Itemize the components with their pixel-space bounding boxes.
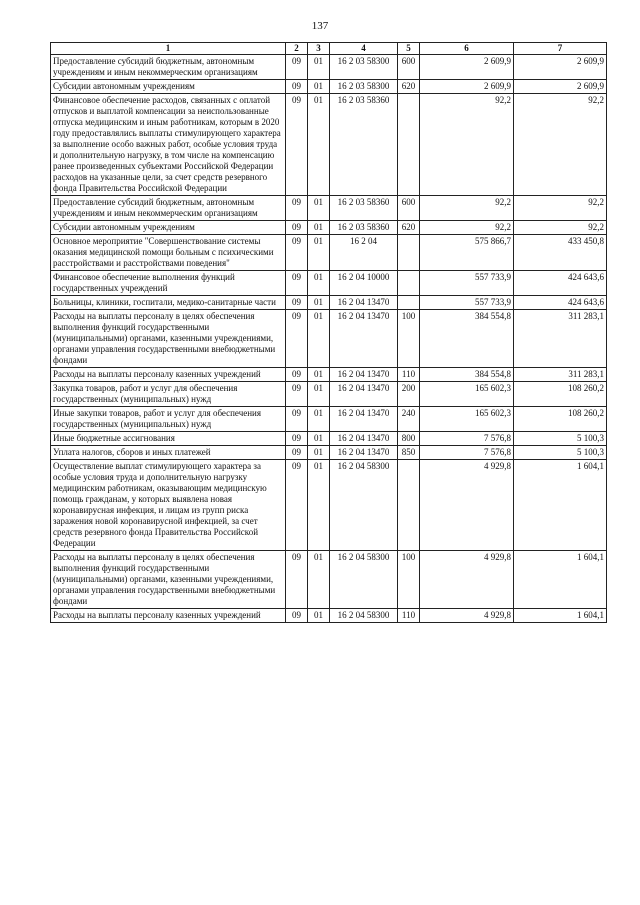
row-code-cell: 800 — [398, 432, 420, 446]
row-code-cell: 09 — [286, 382, 308, 407]
row-code-cell: 620 — [398, 221, 420, 235]
row-amount-cell: 424 643,6 — [514, 271, 607, 296]
row-amount-cell: 92,2 — [420, 221, 514, 235]
row-code-cell: 01 — [308, 368, 330, 382]
row-code-cell: 110 — [398, 609, 420, 623]
row-code-cell: 16 2 04 58300 — [330, 551, 398, 609]
row-code-cell — [398, 296, 420, 310]
row-code-cell: 09 — [286, 310, 308, 368]
row-amount-cell: 557 733,9 — [420, 271, 514, 296]
row-amount-cell: 1 604,1 — [514, 551, 607, 609]
row-amount-cell: 92,2 — [514, 196, 607, 221]
row-amount-cell: 7 576,8 — [420, 446, 514, 460]
table-row — [51, 271, 607, 296]
row-code-cell: 16 2 04 58300 — [330, 460, 398, 551]
row-code-cell: 16 2 04 13470 — [330, 432, 398, 446]
row-amount-cell: 108 260,2 — [514, 382, 607, 407]
row-amount-cell: 557 733,9 — [420, 296, 514, 310]
row-code-cell: 01 — [308, 460, 330, 551]
row-code-cell: 100 — [398, 310, 420, 368]
row-amount-cell: 4 929,8 — [420, 551, 514, 609]
row-name-cell: Расходы на выплаты персоналу казенных учреждений — [51, 609, 286, 623]
row-name-cell: Закупка товаров, работ и услуг для обеспечения государственных (муниципальных) нужд — [51, 382, 286, 407]
row-name-cell: Предоставление субсидий бюджетным, автономным учреждениям и иным некоммерческим организациям — [51, 55, 286, 80]
row-code-cell: 16 2 04 13470 — [330, 382, 398, 407]
row-name-cell: Финансовое обеспечение выполнения функций государственных учреждений — [51, 271, 286, 296]
row-code-cell: 01 — [308, 446, 330, 460]
row-code-cell: 01 — [308, 271, 330, 296]
row-code-cell: 09 — [286, 94, 308, 196]
row-code-cell: 16 2 04 58300 — [330, 609, 398, 623]
row-code-cell: 16 2 03 58300 — [330, 55, 398, 80]
row-code-cell: 16 2 04 13470 — [330, 310, 398, 368]
row-code-cell: 09 — [286, 196, 308, 221]
row-code-cell: 850 — [398, 446, 420, 460]
row-amount-cell: 2 609,9 — [514, 55, 607, 80]
row-amount-cell: 165 602,3 — [420, 407, 514, 432]
row-code-cell: 16 2 04 — [330, 235, 398, 271]
row-amount-cell: 424 643,6 — [514, 296, 607, 310]
row-name-cell: Иные бюджетные ассигнования — [51, 432, 286, 446]
row-amount-cell: 433 450,8 — [514, 235, 607, 271]
row-code-cell: 09 — [286, 446, 308, 460]
row-amount-cell: 4 929,8 — [420, 609, 514, 623]
row-code-cell: 01 — [308, 609, 330, 623]
table-row — [51, 432, 607, 446]
row-amount-cell: 92,2 — [514, 221, 607, 235]
row-name-cell: Финансовое обеспечение расходов, связанных с оплатой отпусков и выплатой компенсации за неиспользованные отпуска медицинским и иным работникам, которым в 2020 году предоставлялись выплаты стимулирующего характера за выполнение особо важных работ, особые условия труда и дополнительную нагрузку, в том числе на компенсацию ранее произведенных субъектами Российской Федерации расходов на указанные цели, за счет средств резервного фонда Правительства Российской Федерации — [51, 94, 286, 196]
row-code-cell: 01 — [308, 94, 330, 196]
column-header: 2 — [286, 43, 308, 55]
row-code-cell: 09 — [286, 55, 308, 80]
row-name-cell: Субсидии автономным учреждениям — [51, 221, 286, 235]
row-name-cell: Расходы на выплаты персоналу казенных учреждений — [51, 368, 286, 382]
table-row — [51, 221, 607, 235]
row-name-cell: Расходы на выплаты персоналу в целях обеспечения выполнения функций государственными (муниципальными) органами, казенными учреждениями, органами управления государственными внебюджетными фондами — [51, 310, 286, 368]
row-code-cell: 16 2 04 10000 — [330, 271, 398, 296]
table-row — [51, 80, 607, 94]
row-code-cell: 01 — [308, 432, 330, 446]
table-row — [51, 446, 607, 460]
column-header: 5 — [398, 43, 420, 55]
table-row — [51, 94, 607, 196]
row-amount-cell: 4 929,8 — [420, 460, 514, 551]
row-code-cell: 16 2 03 58360 — [330, 221, 398, 235]
row-code-cell: 01 — [308, 296, 330, 310]
table-row — [51, 310, 607, 368]
row-code-cell: 09 — [286, 609, 308, 623]
row-amount-cell: 1 604,1 — [514, 609, 607, 623]
row-code-cell — [398, 460, 420, 551]
column-header: 7 — [514, 43, 607, 55]
row-code-cell: 16 2 03 58360 — [330, 94, 398, 196]
row-code-cell: 01 — [308, 196, 330, 221]
row-code-cell: 620 — [398, 80, 420, 94]
row-name-cell: Предоставление субсидий бюджетным, автономным учреждениям и иным некоммерческим организациям — [51, 196, 286, 221]
row-code-cell: 16 2 04 13470 — [330, 446, 398, 460]
row-code-cell: 01 — [308, 221, 330, 235]
table-row — [51, 235, 607, 271]
row-amount-cell: 5 100,3 — [514, 446, 607, 460]
table-row — [51, 196, 607, 221]
row-code-cell: 09 — [286, 296, 308, 310]
row-name-cell: Больницы, клиники, госпитали, медико-санитарные части — [51, 296, 286, 310]
row-name-cell: Осуществление выплат стимулирующего характера за особые условия труда и дополнительную нагрузку медицинским работникам, оказывающим медицинскую помощь гражданам, у которых выявлена новая коронавирусная инфекция, и лицам из групп риска заражения новой коронавирусной инфекцией, за счет средств резервного фонда Правительства Российской Федерации — [51, 460, 286, 551]
table-row — [51, 296, 607, 310]
row-code-cell: 01 — [308, 551, 330, 609]
table-row — [51, 368, 607, 382]
row-name-cell: Расходы на выплаты персоналу в целях обеспечения выполнения функций государственными (муниципальными) органами, казенными учреждениями, органами управления государственными внебюджетными фондами — [51, 551, 286, 609]
row-name-cell: Уплата налогов, сборов и иных платежей — [51, 446, 286, 460]
row-code-cell: 09 — [286, 235, 308, 271]
table-row — [51, 460, 607, 551]
row-code-cell — [398, 235, 420, 271]
row-amount-cell: 311 283,1 — [514, 310, 607, 368]
row-code-cell: 09 — [286, 460, 308, 551]
row-amount-cell: 2 609,9 — [514, 80, 607, 94]
row-amount-cell: 2 609,9 — [420, 55, 514, 80]
row-code-cell: 100 — [398, 551, 420, 609]
row-amount-cell: 1 604,1 — [514, 460, 607, 551]
row-code-cell: 200 — [398, 382, 420, 407]
row-code-cell: 16 2 04 13470 — [330, 407, 398, 432]
row-code-cell: 110 — [398, 368, 420, 382]
row-amount-cell: 575 866,7 — [420, 235, 514, 271]
page-number: 137 — [311, 20, 329, 32]
table-row — [51, 55, 607, 80]
row-code-cell: 16 2 03 58360 — [330, 196, 398, 221]
row-amount-cell: 5 100,3 — [514, 432, 607, 446]
row-name-cell: Субсидии автономным учреждениям — [51, 80, 286, 94]
row-amount-cell: 92,2 — [514, 94, 607, 196]
row-code-cell — [398, 94, 420, 196]
row-code-cell: 01 — [308, 55, 330, 80]
row-code-cell: 600 — [398, 196, 420, 221]
row-code-cell: 600 — [398, 55, 420, 80]
row-code-cell — [398, 271, 420, 296]
row-code-cell: 09 — [286, 407, 308, 432]
row-code-cell: 16 2 04 13470 — [330, 296, 398, 310]
row-code-cell: 01 — [308, 382, 330, 407]
row-code-cell: 09 — [286, 368, 308, 382]
table-row — [51, 382, 607, 407]
row-name-cell: Иные закупки товаров, работ и услуг для обеспечения государственных (муниципальных) нужд — [51, 407, 286, 432]
row-amount-cell: 108 260,2 — [514, 407, 607, 432]
column-header: 1 — [51, 43, 286, 55]
row-amount-cell: 384 554,8 — [420, 310, 514, 368]
row-code-cell: 01 — [308, 407, 330, 432]
row-code-cell: 09 — [286, 80, 308, 94]
row-code-cell: 01 — [308, 80, 330, 94]
budget-table — [50, 42, 607, 623]
row-code-cell: 240 — [398, 407, 420, 432]
table-row — [51, 407, 607, 432]
row-amount-cell: 92,2 — [420, 94, 514, 196]
row-code-cell: 01 — [308, 235, 330, 271]
column-header: 6 — [420, 43, 514, 55]
row-code-cell: 16 2 03 58300 — [330, 80, 398, 94]
row-code-cell: 09 — [286, 432, 308, 446]
column-header: 4 — [330, 43, 398, 55]
table-header-row — [51, 43, 607, 55]
row-amount-cell: 92,2 — [420, 196, 514, 221]
row-amount-cell: 2 609,9 — [420, 80, 514, 94]
table-row — [51, 551, 607, 609]
column-header: 3 — [308, 43, 330, 55]
row-amount-cell: 311 283,1 — [514, 368, 607, 382]
row-name-cell: Основное мероприятие "Совершенствование системы оказания медицинской помощи больным с психическими расстройствами и расстройствами поведения" — [51, 235, 286, 271]
row-amount-cell: 384 554,8 — [420, 368, 514, 382]
row-code-cell: 09 — [286, 221, 308, 235]
row-code-cell: 16 2 04 13470 — [330, 368, 398, 382]
row-amount-cell: 7 576,8 — [420, 432, 514, 446]
table-row — [51, 609, 607, 623]
row-code-cell: 09 — [286, 271, 308, 296]
row-amount-cell: 165 602,3 — [420, 382, 514, 407]
row-code-cell: 01 — [308, 310, 330, 368]
row-code-cell: 09 — [286, 551, 308, 609]
